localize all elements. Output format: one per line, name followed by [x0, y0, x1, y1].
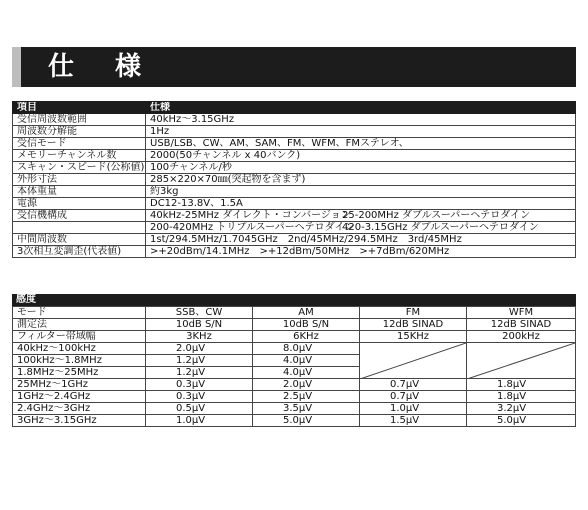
spec-label-empty [13, 222, 146, 234]
sens-mode: SSB、CW [146, 307, 253, 319]
sens-band: 40kHz～100kHz [13, 343, 146, 355]
spec-row [13, 162, 576, 174]
sens-filter: 6KHz [253, 331, 360, 343]
sens-value: 0.7μV [360, 379, 467, 391]
spec-label: 受信機構成 [13, 210, 146, 222]
spec-label: メモリーチャンネル数 [13, 150, 146, 162]
sens-method-row [13, 319, 576, 331]
receiver-config-line2a: 200-420MHz トリプルスーパーヘテロダイン [150, 222, 355, 233]
sens-na-wfm [467, 343, 576, 379]
sens-value: 1.5μV [360, 415, 467, 427]
sens-row [13, 343, 576, 355]
spec-header-spec: 仕様 [146, 102, 576, 114]
sens-na-fm [360, 343, 467, 379]
receiver-config-line1b: 25-200MHz ダブルスーパーヘテロダイン [342, 210, 531, 221]
sens-value: 5.0μV [467, 415, 576, 427]
sens-value: 5.0μV [253, 415, 360, 427]
sens-value: 3.2μV [467, 403, 576, 415]
spec-value [146, 210, 576, 222]
spec-value: DC12-13.8V、1.5A [146, 198, 576, 210]
spec-label: 受信モード [13, 138, 146, 150]
spec-value: 100チャンネル/秒 [146, 162, 576, 174]
sens-method: 10dB S/N [146, 319, 253, 331]
spec-row [13, 114, 576, 126]
spec-table [12, 101, 576, 258]
spec-value: 285×220×70㎜(突起物を含まず) [146, 174, 576, 186]
sens-filter: 15KHz [360, 331, 467, 343]
sens-value: 4.0μV [253, 355, 360, 367]
sens-value: 0.3μV [146, 379, 253, 391]
na-diagonal [467, 343, 575, 379]
sens-value: 1.8μV [467, 379, 576, 391]
spec-value: >+20dBm/14.1MHz >+12dBm/50MHz >+7dBm/620MHz [146, 246, 576, 258]
spec-value: 40kHz～3.15GHz [146, 114, 576, 126]
spec-label: 本体重量 [13, 186, 146, 198]
spec-row [13, 126, 576, 138]
sens-filter: 3KHz [146, 331, 253, 343]
sens-method-label: 測定法 [13, 319, 146, 331]
spec-row [13, 174, 576, 186]
sens-value: 3.5μV [253, 403, 360, 415]
sens-mode: FM [360, 307, 467, 319]
sens-mode: AM [253, 307, 360, 319]
sens-value: 0.7μV [360, 391, 467, 403]
spec-label: 周波数分解能 [13, 126, 146, 138]
spec-row [13, 138, 576, 150]
sens-filter: 200kHz [467, 331, 576, 343]
sens-band: 25MHz～1GHz [13, 379, 146, 391]
title-banner [12, 47, 576, 87]
sens-value: 2.0μV [253, 379, 360, 391]
sens-value: 2.5μV [253, 391, 360, 403]
spec-row [13, 186, 576, 198]
spec-label: 外形寸法 [13, 174, 146, 186]
spec-value [146, 222, 576, 234]
spec-label: 3次相互変調歪(代表値) [13, 246, 146, 258]
sens-value: 2.0μV [146, 343, 253, 355]
sens-mode-row [13, 307, 576, 319]
sens-method: 10dB S/N [253, 319, 360, 331]
sens-band: 100kHz～1.8MHz [13, 355, 146, 367]
banner-accent [12, 47, 21, 87]
sens-mode-label: モード [13, 307, 146, 319]
spec-value: USB/LSB、CW、AM、SAM、FM、WFM、FMステレオ、 [146, 138, 576, 150]
sens-method: 12dB SINAD [467, 319, 576, 331]
sens-method: 12dB SINAD [360, 319, 467, 331]
spec-label: スキャン・スピード(公称値) [13, 162, 146, 174]
spec-header-row [13, 102, 576, 114]
spec-label: 電源 [13, 198, 146, 210]
spec-row [13, 198, 576, 210]
sens-value: 0.5μV [146, 403, 253, 415]
receiver-config-line1a: 40kHz-25MHz ダイレクト・コンバージョン [150, 210, 351, 221]
sens-row [13, 403, 576, 415]
spec-label: 中間周波数 [13, 234, 146, 246]
spec-value: 2000(50チャンネル x 40バンク) [146, 150, 576, 162]
na-diagonal [360, 343, 466, 379]
page-title: 仕 様 [48, 52, 158, 82]
spec-row-receiver-config [13, 210, 576, 222]
sens-value: 1.0μV [146, 415, 253, 427]
spec-value: 1Hz [146, 126, 576, 138]
spec-row-receiver-config-2 [13, 222, 576, 234]
sens-row [13, 415, 576, 427]
sensitivity-table [12, 306, 576, 427]
sens-filter-row [13, 331, 576, 343]
spec-value: 1st/294.5MHz/1.7045GHz 2nd/45MHz/294.5MHz 3rd/45MHz [146, 234, 576, 246]
spec-row [13, 246, 576, 258]
sens-value: 4.0μV [253, 367, 360, 379]
sens-band: 1.8MHz～25MHz [13, 367, 146, 379]
sens-value: 1.8μV [467, 391, 576, 403]
sens-band: 2.4GHz～3GHz [13, 403, 146, 415]
sens-mode: WFM [467, 307, 576, 319]
sens-band: 1GHz～2.4GHz [13, 391, 146, 403]
sens-value: 1.0μV [360, 403, 467, 415]
sens-value: 1.2μV [146, 367, 253, 379]
sens-band: 3GHz～3.15GHz [13, 415, 146, 427]
spec-row [13, 234, 576, 246]
spec-label: 受信周波数範囲 [13, 114, 146, 126]
receiver-config-line2b: 420-3.15GHz ダブルスーパーヘテロダイン [342, 222, 539, 233]
sens-value: 0.3μV [146, 391, 253, 403]
sens-value: 8.0μV [253, 343, 360, 355]
sens-value: 1.2μV [146, 355, 253, 367]
sensitivity-title: 感度 [12, 294, 576, 306]
spec-value: 約3kg [146, 186, 576, 198]
sens-filter-label: フィルター帯域幅 [13, 331, 146, 343]
sens-row [13, 391, 576, 403]
spec-row [13, 150, 576, 162]
sens-row [13, 379, 576, 391]
spec-header-item: 項目 [13, 102, 146, 114]
